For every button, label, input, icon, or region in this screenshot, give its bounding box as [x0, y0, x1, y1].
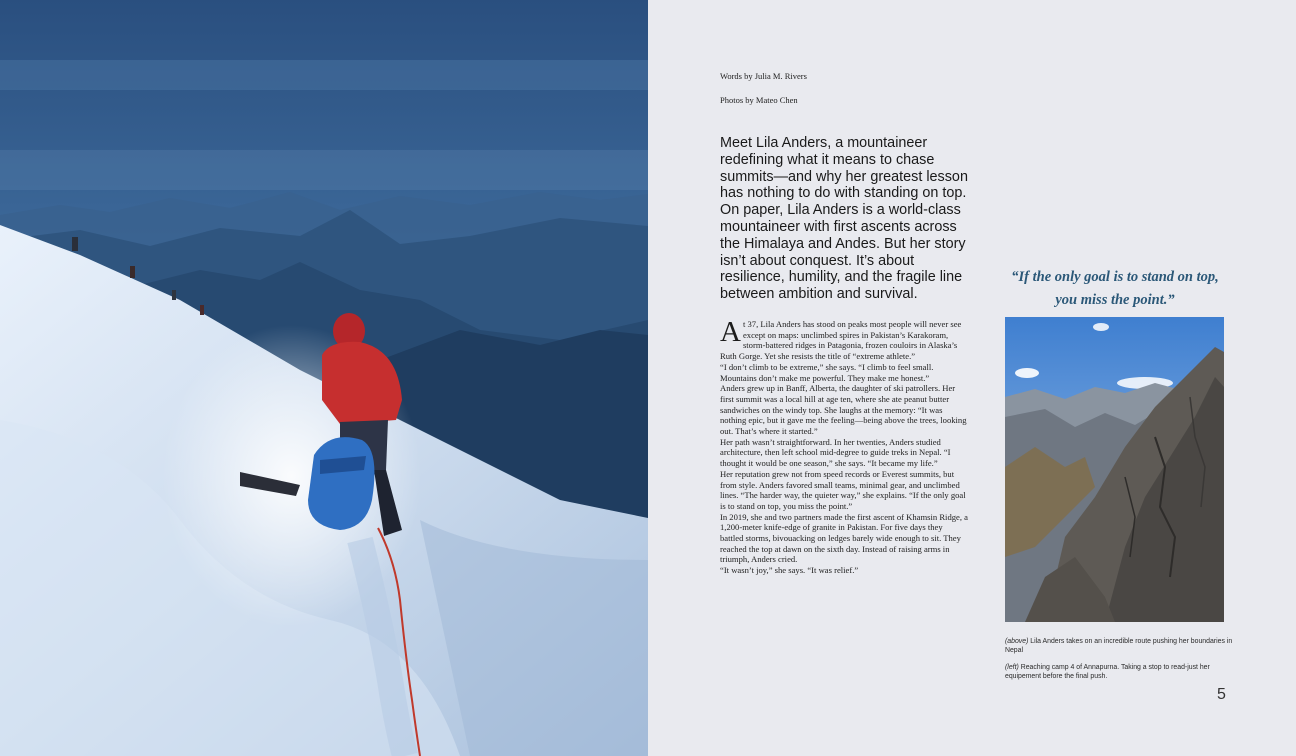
pull-quote: “If the only goal is to stand on top, you miss the point.” [1011, 269, 1219, 308]
caption-above-text: Lila Anders takes on an incredible route pushing her boundaries in Nepal [1005, 638, 1233, 654]
first-paragraph [720, 316, 968, 362]
body-paragraph: Her path wasn’t straightforward. In her twenties, Anders studied architecture, then left school mid-degree to guide treks in Nepal. “I thought it would be one season,” she says. “It became my life.” [720, 436, 951, 469]
first-paragraph-text: t 37, Lila Anders has stood on peaks most people will never see except on maps: unclimbed spires in Pakistan’s Karakoram, storm-battered ridges in Patagonia, frozen couloirs in Alaska’s Ruth Gorge. Yet she resists the title of “extreme athlete.” [720, 319, 962, 362]
caption-above [1005, 637, 1237, 655]
caption-left-text: Reaching camp 4 of Annapurna. Taking a stop to read-just her equipement before the final push. [1005, 664, 1210, 680]
body-paragraph: In 2019, she and two partners made the first ascent of Khamsin Ridge, a 1,200-meter knife-edge of granite in Pakistan. For five days they battled storms, bivouacking on ledges barely wide enough to sit. They reached the top at dawn on the sixth day. Instead of raising arms in triumph, Anders cried. [720, 511, 968, 565]
caption-above-tag: (above) [1005, 638, 1029, 645]
inset-photo [1005, 317, 1224, 622]
inset-photo-illustration [1005, 317, 1224, 622]
caption-left-tag: (left) [1005, 664, 1019, 671]
drop-cap: A [720, 316, 741, 348]
body-paragraph: Anders grew up in Banff, Alberta, the daughter of ski patrollers. Her first summit was a local hill at age ten, where she ate peanut butter sandwiches on the windy top. She laughs at the memory: “It was nothing epic, but it gave me the feeling—being above the trees, looking out. That’s where it started.” [720, 383, 967, 437]
page-number: 5 [1217, 686, 1226, 703]
body-paragraph: “I don’t climb to be extreme,” she says. “I climb to feel small. Mountains don’t make me powerful. They make me honest.” [720, 361, 934, 383]
intro-paragraph: Meet Lila Anders, a mountaineer redefining what it means to chase summits—and why her greatest lesson has nothing to do with standing on top. On paper, Lila Anders is a world-class mountaineer with first ascents across the Himalaya and Andes. But her story isn’t about conquest. It’s about resilience, humility, and the fragile line between ambition and survival. [720, 135, 968, 303]
caption-left [1005, 663, 1237, 681]
body-paragraph: Her reputation grew not from speed records or Everest summits, but from style. Anders favored small teams, minimal gear, and unclimbed lines. “The harder way, the quieter way,” she explains. “If the only goal is to stand on top, you miss the point.” [720, 468, 966, 511]
photos-credit: Photos by Mateo Chen [720, 95, 798, 105]
article-page [648, 0, 1296, 756]
article-body [720, 316, 968, 576]
words-credit: Words by Julia M. Rivers [720, 71, 807, 81]
body-paragraph: “It wasn’t joy,” she says. “It was relief.” [720, 565, 859, 576]
